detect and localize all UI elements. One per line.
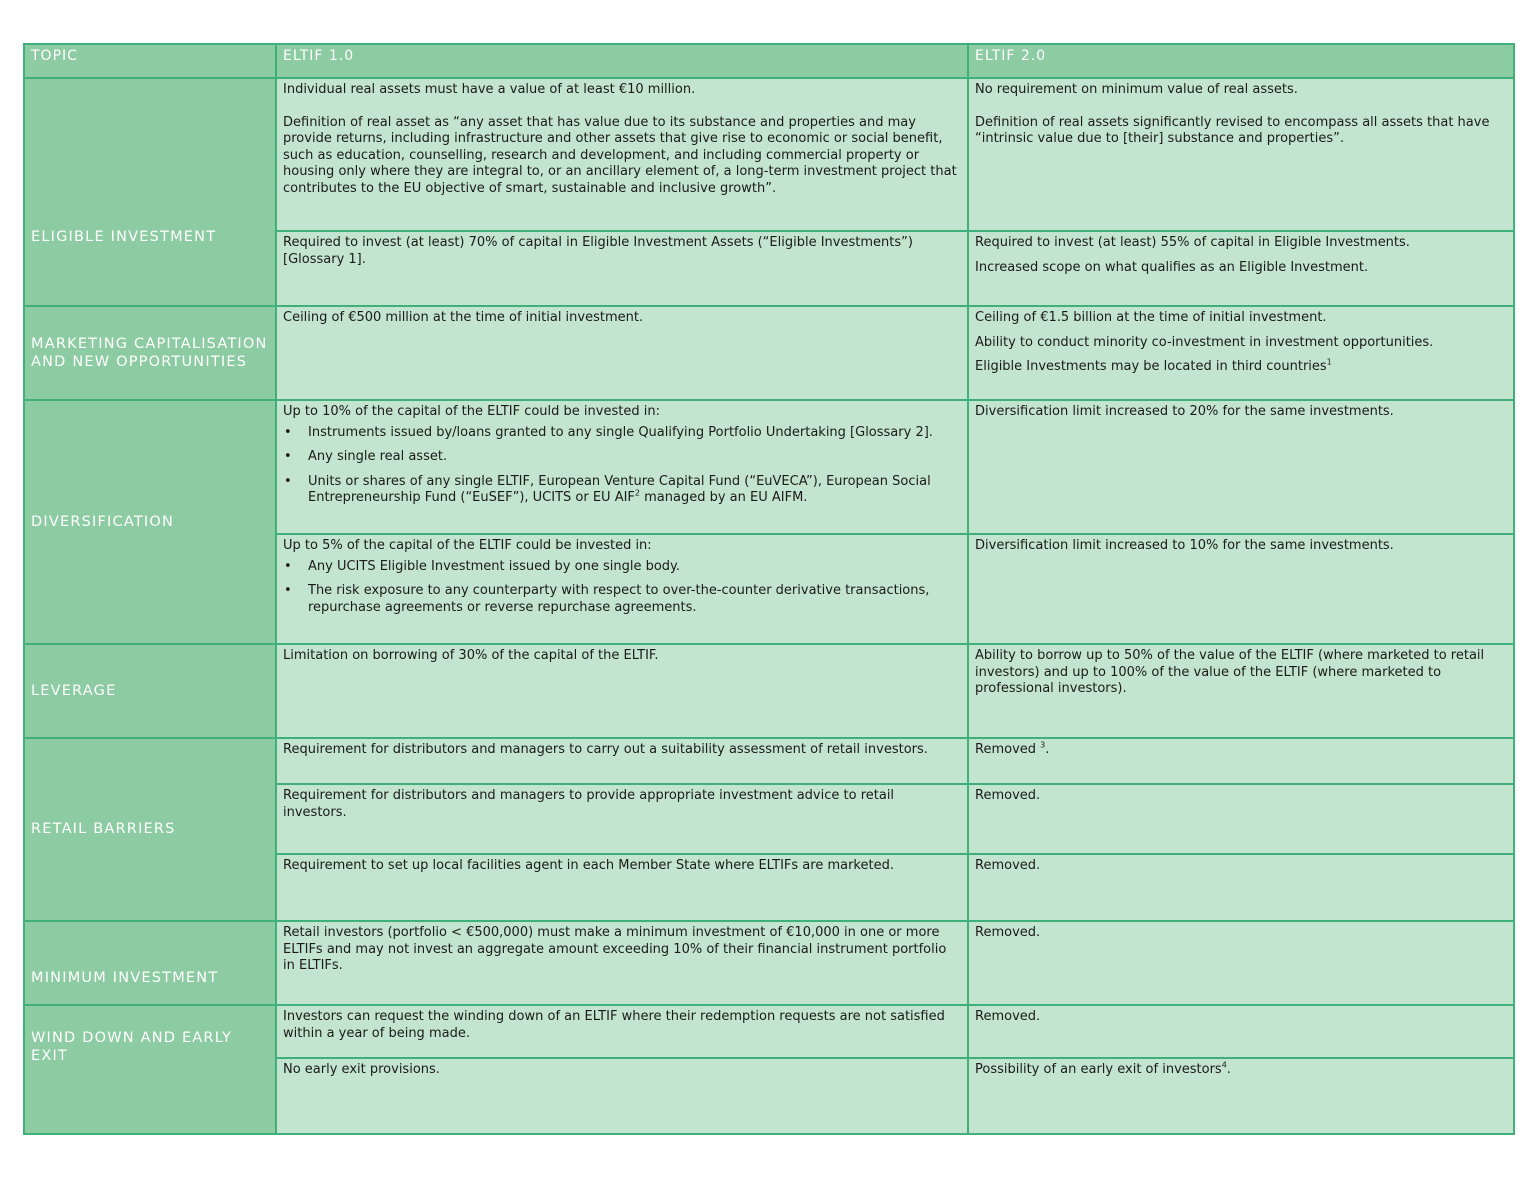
topic-diversification: DIVERSIFICATION	[24, 400, 276, 644]
cell-text: Required to invest (at least) 55% of capital in Eligible Investments.	[975, 235, 1410, 250]
eltif1-cell: Requirement for distributors and managers to provide appropriate investment advice to retail investors.	[276, 784, 968, 854]
eltif1-cell	[276, 78, 968, 231]
eltif1-cell	[276, 534, 968, 644]
list-item: • Instruments issued by/loans granted to any single Qualifying Portfolio Undertaking [Glossary 2].	[283, 425, 961, 442]
topic-marketing-capitalisation: MARKETING CAPITALISATION AND NEW OPPORTUNITIES	[24, 306, 276, 400]
table-row	[24, 306, 1514, 400]
list-item-text: Units or shares of any single ELTIF, European Venture Capital Fund (“EuVECA”), European Social Entrepreneurship Fund (“EuSEF”), UCITS or EU AIF	[308, 473, 931, 505]
eltif-comparison-table	[23, 43, 1515, 1135]
bullet-list	[283, 559, 961, 617]
cell-text: Up to 10% of the capital of the ELTIF could be invested in:	[283, 404, 660, 419]
eltif2-cell	[968, 78, 1514, 231]
footnote-ref: 4	[1221, 1060, 1227, 1070]
list-item: • Any single real asset.	[283, 449, 961, 466]
footnote-ref: 2	[634, 488, 640, 498]
table-row	[24, 921, 1514, 1005]
topic-retail-barriers: RETAIL BARRIERS	[24, 738, 276, 921]
list-item	[283, 474, 961, 507]
cell-text: Increased scope on what qualifies as an Eligible Investment.	[975, 259, 1369, 275]
cell-text	[975, 359, 1507, 376]
bullet-list	[283, 425, 961, 507]
cell-text: Removed	[975, 742, 1041, 757]
cell-text-end: .	[1045, 742, 1050, 757]
cell-text: Possibility of an early exit of investors	[975, 1062, 1222, 1077]
header-eltif-2: ELTIF 2.0	[968, 44, 1514, 78]
eltif2-cell	[968, 1058, 1514, 1134]
eltif1-cell: Retail investors (portfolio < €500,000) must make a minimum investment of €10,000 in one or more ELTIFs and may not invest an aggregate amount exceeding 10% of their financial instrument portfolio in ELTIFs.	[276, 921, 968, 1005]
topic-minimum-investment: MINIMUM INVESTMENT	[24, 921, 276, 1005]
cell-text: No requirement on minimum value of real assets.	[975, 82, 1298, 97]
eltif1-cell: Requirement for distributors and managers to carry out a suitability assessment of retail investors.	[276, 738, 968, 784]
cell-text: Ceiling of €1.5 billion at the time of initial investment.	[975, 310, 1327, 325]
eltif2-cell	[968, 306, 1514, 400]
table-row	[24, 78, 1514, 231]
eltif2-cell: Ability to borrow up to 50% of the value of the ELTIF (where marketed to retail investors) and up to 100% of the value of the ELTIF (where marketed to professional investors).	[968, 644, 1514, 738]
eltif1-cell: Ceiling of €500 million at the time of initial investment.	[276, 306, 968, 400]
table-row	[24, 1005, 1514, 1058]
eltif1-cell: Limitation on borrowing of 30% of the capital of the ELTIF.	[276, 644, 968, 738]
table-row	[24, 400, 1514, 534]
eltif1-cell: Requirement to set up local facilities agent in each Member State where ELTIFs are marketed.	[276, 854, 968, 921]
list-item: • Any UCITS Eligible Investment issued by one single body.	[283, 559, 961, 576]
list-item: • The risk exposure to any counterparty with respect to over-the-counter derivative transactions, repurchase agreements or reverse repurchase agreements.	[283, 583, 961, 616]
cell-text: Definition of real asset as “any asset that has value due to its substance and properties and may provide returns, including infrastructure and other assets that give rise to economic or social benefit, such as education, counselling, research and development, and including commercial property or housing only where they are integral to, or an ancillary element of, a long-term investment project that contributes to the EU objective of smart, sustainable and inclusive growth”.	[283, 114, 957, 196]
footnote-ref: 3	[1040, 740, 1046, 750]
topic-wind-down-early-exit: WIND DOWN AND EARLY EXIT	[24, 1005, 276, 1134]
topic-eligible-investment: ELIGIBLE INVESTMENT	[24, 78, 276, 306]
header-eltif-1: ELTIF 1.0	[276, 44, 968, 78]
list-item-text-end: managed by an EU AIFM.	[640, 490, 808, 505]
eltif1-cell	[276, 400, 968, 534]
cell-text: Individual real assets must have a value of at least €10 million.	[283, 82, 696, 97]
header-row	[24, 44, 1514, 78]
table-header	[24, 44, 1514, 78]
eltif2-cell	[968, 231, 1514, 306]
eltif2-cell: Removed.	[968, 784, 1514, 854]
cell-text: Definition of real assets significantly revised to encompass all assets that have “intrinsic value due to [their] substance and properties”.	[975, 114, 1490, 146]
eltif1-cell: Investors can request the winding down of an ELTIF where their redemption requests are not satisfied within a year of being made.	[276, 1005, 968, 1058]
cell-text: Ability to conduct minority co-investment in investment opportunities.	[975, 334, 1434, 350]
eltif2-cell: Removed.	[968, 854, 1514, 921]
eltif2-cell: Diversification limit increased to 20% for the same investments.	[968, 400, 1514, 534]
eltif2-cell: Diversification limit increased to 10% for the same investments.	[968, 534, 1514, 644]
cell-text-main: Eligible Investments may be located in third countries	[975, 359, 1327, 374]
footnote-ref: 1	[1326, 357, 1332, 367]
topic-leverage: LEVERAGE	[24, 644, 276, 738]
eltif1-cell: Required to invest (at least) 70% of capital in Eligible Investment Assets (“Eligible Investments”) [Glossary 1].	[276, 231, 968, 306]
eltif2-cell: Removed.	[968, 921, 1514, 1005]
eltif2-cell	[968, 738, 1514, 784]
eltif2-cell: Removed.	[968, 1005, 1514, 1058]
header-topic: TOPIC	[24, 44, 276, 78]
table-row	[24, 644, 1514, 738]
eltif1-cell: No early exit provisions.	[276, 1058, 968, 1134]
cell-text-end: .	[1226, 1062, 1231, 1077]
table-row	[24, 738, 1514, 784]
cell-text: Up to 5% of the capital of the ELTIF could be invested in:	[283, 538, 652, 553]
